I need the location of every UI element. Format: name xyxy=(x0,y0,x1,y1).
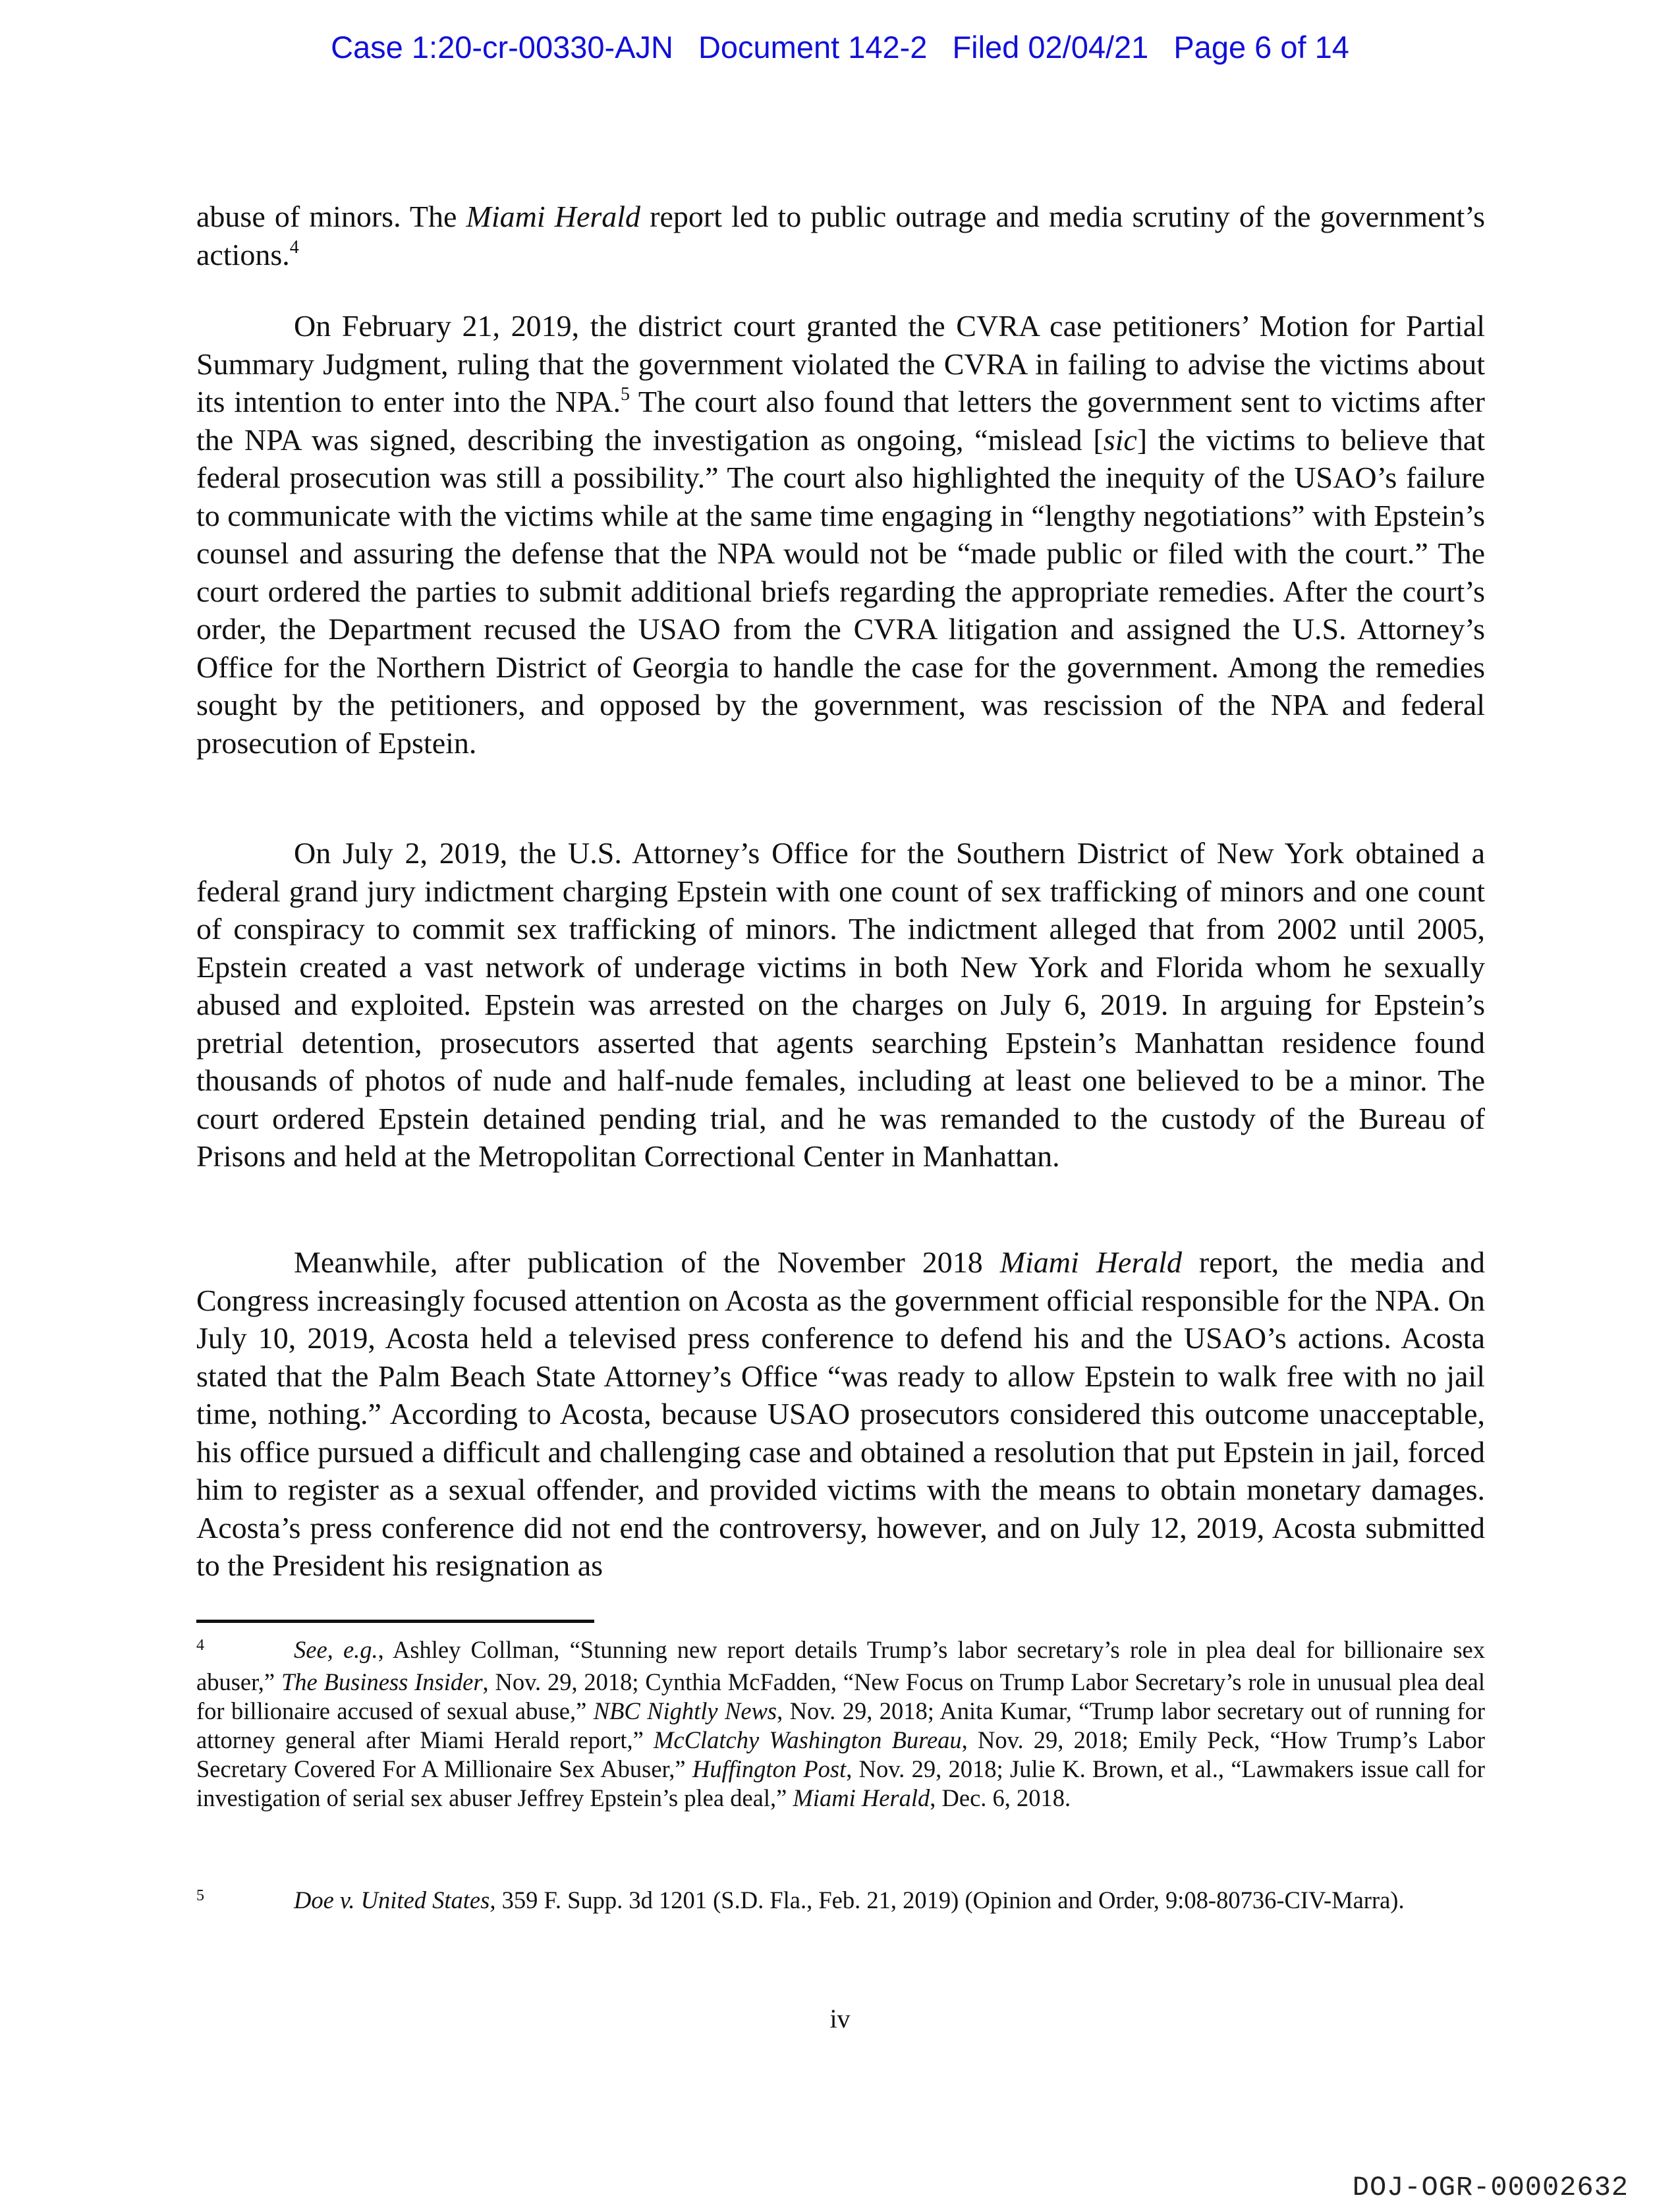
case-name: Doe v. United States, xyxy=(294,1886,496,1914)
bates-number: DOJ-OGR-00002632 xyxy=(1352,2172,1629,2203)
sic-note: sic xyxy=(1103,422,1137,457)
filed-date: Filed 02/04/21 xyxy=(952,30,1149,65)
footnote-ref-4[interactable]: 4 xyxy=(289,237,299,258)
document-number: Document 142-2 xyxy=(698,30,928,65)
text: Meanwhile, after publication of the November 2018 xyxy=(294,1245,1000,1279)
case-number: Case 1:20-cr-00330-AJN xyxy=(331,30,673,65)
text: abuse of minors. The xyxy=(196,200,466,233)
publication-name: Miami Herald xyxy=(793,1784,930,1811)
text: , Dec. 6, 2018. xyxy=(930,1784,1071,1811)
text: , Nov. 29, 2018; Julie K. Brown, et al., “Lawmakers issue call for investigation of serial sex abuser Jeffrey Epstein’s plea deal,” xyxy=(196,1755,1485,1811)
signal: See, e.g. xyxy=(294,1636,378,1663)
text: , Nov. 29, 2018; Anita Kumar, “Trump labor secretary out of running for attorney general after Miami Herald report,” xyxy=(196,1697,1485,1753)
text: , Nov. 29, 2018; Emily Peck, “How Trump’s Labor Secretary Covered For A Millionaire Sex Abuser,” xyxy=(196,1726,1485,1782)
paragraph-4 xyxy=(196,1243,1485,1585)
paragraph-2 xyxy=(196,307,1485,762)
footnote-number: 4 xyxy=(196,1637,204,1654)
publication-name: NBC Nightly News xyxy=(593,1697,777,1724)
footnote-divider xyxy=(196,1620,594,1623)
publication-name: Huffington Post xyxy=(692,1755,847,1782)
text: 359 F. Supp. 3d 1201 (S.D. Fla., Feb. 21, 2019) (Opinion and Order, 9:08-80736-CIV-Marra). xyxy=(495,1886,1405,1914)
footnote-number: 5 xyxy=(196,1887,204,1904)
text: , Nov. 29, 2018; Cynthia McFadden, “New Focus on Trump Labor Secretary’s role in unusual plea deal for billionaire accused of sexual abuse,” xyxy=(196,1668,1486,1724)
paragraph-3 xyxy=(196,834,1485,1176)
page-number: iv xyxy=(829,2004,851,2033)
footnote-5 xyxy=(196,1886,1485,1918)
publication-name: McClatchy Washington Bureau xyxy=(654,1726,962,1753)
text: report led to public outrage and media scrutiny of the government’s actions. xyxy=(196,200,1485,271)
publication-name: The Business Insider xyxy=(281,1668,483,1695)
text: ] the victims to believe that federal prosecution was still a possibility.” The court also highlighted the inequity of the USAO’s failure to communicate with the victims while at the same time engaging in “lengthy negotiations” with Epstein’s counsel and assuring the defense that the NPA would not be “made public or filed with the court.” The court ordered the parties to submit additional briefs regarding the appropriate remedies. After the court’s order, the Department recused the USAO from the CVRA litigation and assigned the U.S. Attorney’s Office for the Northern District of Georgia to handle the case for the government. Among the remedies sought by the petitioners, and opposed by the government, was rescission of the NPA and federal prosecution of Epstein. xyxy=(196,422,1485,760)
publication-name: Miami Herald xyxy=(466,200,641,233)
publication-name: Miami Herald xyxy=(999,1245,1183,1279)
text: The court also found that letters the government sent to victims after the NPA was signed, describing the investigation as ongoing, “mislead [ xyxy=(196,385,1485,457)
footnote-4 xyxy=(196,1635,1485,1813)
text: On February 21, 2019, the district court granted the CVRA case petitioners’ Motion for Partial Summary Judgment, ruling that the government violated the CVRA in failing to advise the victims about its intention to enter into the NPA. xyxy=(196,309,1485,418)
text: On July 2, 2019, the U.S. Attorney’s Office for the Southern District of New York obtained a federal grand jury indictment charging Epstein with one count of sex trafficking of minors and one count of conspiracy to commit sex trafficking of minors. The indictment alleged that from 2002 until 2005, Epstein created a vast network of underage victims in both New York and Florida whom he sexually abused and exploited. Epstein was arrested on the charges on July 6, 2019. In arguing for Epstein’s pretrial detention, prosecutors asserted that agents searching Epstein’s Manhattan residence found thousands of photos of nude and half-nude females, including at least one believed to be a minor. The court ordered Epstein detained pending trial, and he was remanded to the custody of the Bureau of Prisons and held at the Metropolitan Correctional Center in Manhattan. xyxy=(196,836,1485,1173)
page-of-total: Page 6 of 14 xyxy=(1173,30,1349,65)
case-header xyxy=(0,29,1680,65)
paragraph-1 xyxy=(196,198,1485,273)
text: report, the media and Congress increasingly focused attention on Acosta as the government official responsible for the NPA. On July 10, 2019, Acosta held a televised press conference to defend his and the USAO’s actions. Acosta stated that the Palm Beach State Attorney’s Office “was ready to allow Epstein to walk free with no jail time, nothing.” According to Acosta, because USAO prosecutors considered this outcome unacceptable, his office pursued a difficult and challenging case and obtained a resolution that put Epstein in jail, forced him to register as a sexual offender, and provided victims with the means to obtain monetary damages. Acosta’s press conference did not end the controversy, however, and on July 12, 2019, Acosta submitted to the President his resignation as xyxy=(196,1245,1485,1582)
footnote-ref-5[interactable]: 5 xyxy=(621,384,630,405)
text: , Ashley Collman, “Stunning new report details Trump’s labor secretary’s role in plea deal for billionaire sex abuser,” xyxy=(196,1636,1485,1695)
